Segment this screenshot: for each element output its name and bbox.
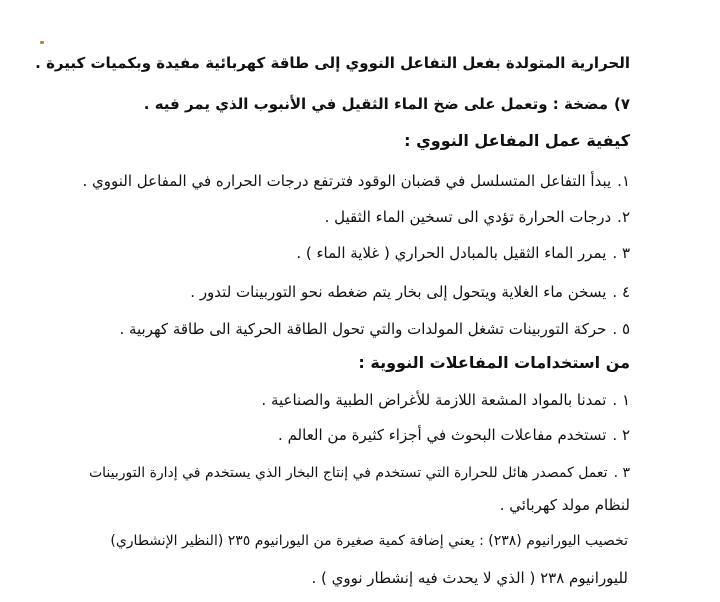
use-3-continued-text: لنظام مولد كهربائي . [499,496,630,514]
step-5-number: ٥ . [612,320,630,338]
line-1 [35,52,630,74]
step-2-number: ٢. [617,208,630,226]
step-2 [325,206,630,228]
use-2-number: ٢ . [612,426,630,444]
use-2-text: تستخدم مفاعلات البحوث في أجزاء كثيرة من العالم . [278,426,607,444]
pump-label: مضخة [564,95,608,113]
use-3-text: تعمل كمصدر هائل للحرارة التي تستخدم في إنتاج البخار الذي يستخدم في إدارة التوربينات [88,465,608,481]
step-2-text: درجات الحرارة تؤدي الى تسخين الماء الثقيل . [324,208,612,226]
enrichment-line-2-text: لليورانيوم ٢٣٨ ( الذي لا يحدث فيه إنشطار نووي ) . [311,569,628,587]
use-3-number: ٣ . [613,465,630,481]
use-1 [261,389,630,411]
enrichment-line-1 [110,530,628,552]
step-3 [296,242,630,264]
step-4 [190,281,630,303]
heading-reactor-operation [404,130,630,152]
use-1-number: ١ . [612,391,630,409]
paper-speck [40,41,44,44]
enrichment-line-2 [311,567,628,589]
heading-reactor-uses [358,352,630,374]
line-pump [144,93,630,115]
step-5-text: حركة التوربينات تشغل المولدات والتي تحول الطاقة الحركية الى طاقة كهربية . [119,320,607,338]
step-4-number: ٤ . [612,283,630,301]
step-5 [119,318,630,340]
use-3-continued [500,494,630,516]
step-1-text: يبدأ التفاعل المتسلسل في قضبان الوقود فترتفع درجات الحراره في المفاعل النووي . [82,172,612,190]
step-1-number: ١. [617,172,630,190]
use-3 [89,462,630,484]
use-2 [278,424,630,446]
step-1 [83,170,631,192]
step-3-number: ٣ . [612,244,630,262]
pump-number: ٧) [613,95,630,113]
heading-reactor-operation-text: كيفية عمل المفاعل النووي : [404,131,630,150]
use-1-text: تمدنا بالمواد المشعة اللازمة للأغراض الطبية والصناعية . [261,391,607,409]
enrichment-line-1-text: تخصيب اليورانيوم (٢٣٨) : يعني إضافة كمية صغيرة من اليورانيوم ٢٣٥ (النظير الإنشطاري) [110,533,628,549]
pump-text: : وتعمل على ضخ الماء الثقيل في الأنبوب الذي يمر فيه . [143,95,559,113]
step-4-text: يسخن ماء الغلاية ويتحول إلى بخار يتم ضغطه نحو التوربينات لتدور . [190,283,607,301]
line-1-text: الحرارية المتولدة بفعل التفاعل النووي إلى طاقة كهربائية مفيدة وبكميات كبيرة . [35,54,630,72]
step-3-text: يمرر الماء الثقيل بالمبادل الحراري ( غلاية الماء ) . [296,244,607,262]
heading-reactor-uses-text: من استخدامات المفاعلات النووية : [358,353,630,372]
